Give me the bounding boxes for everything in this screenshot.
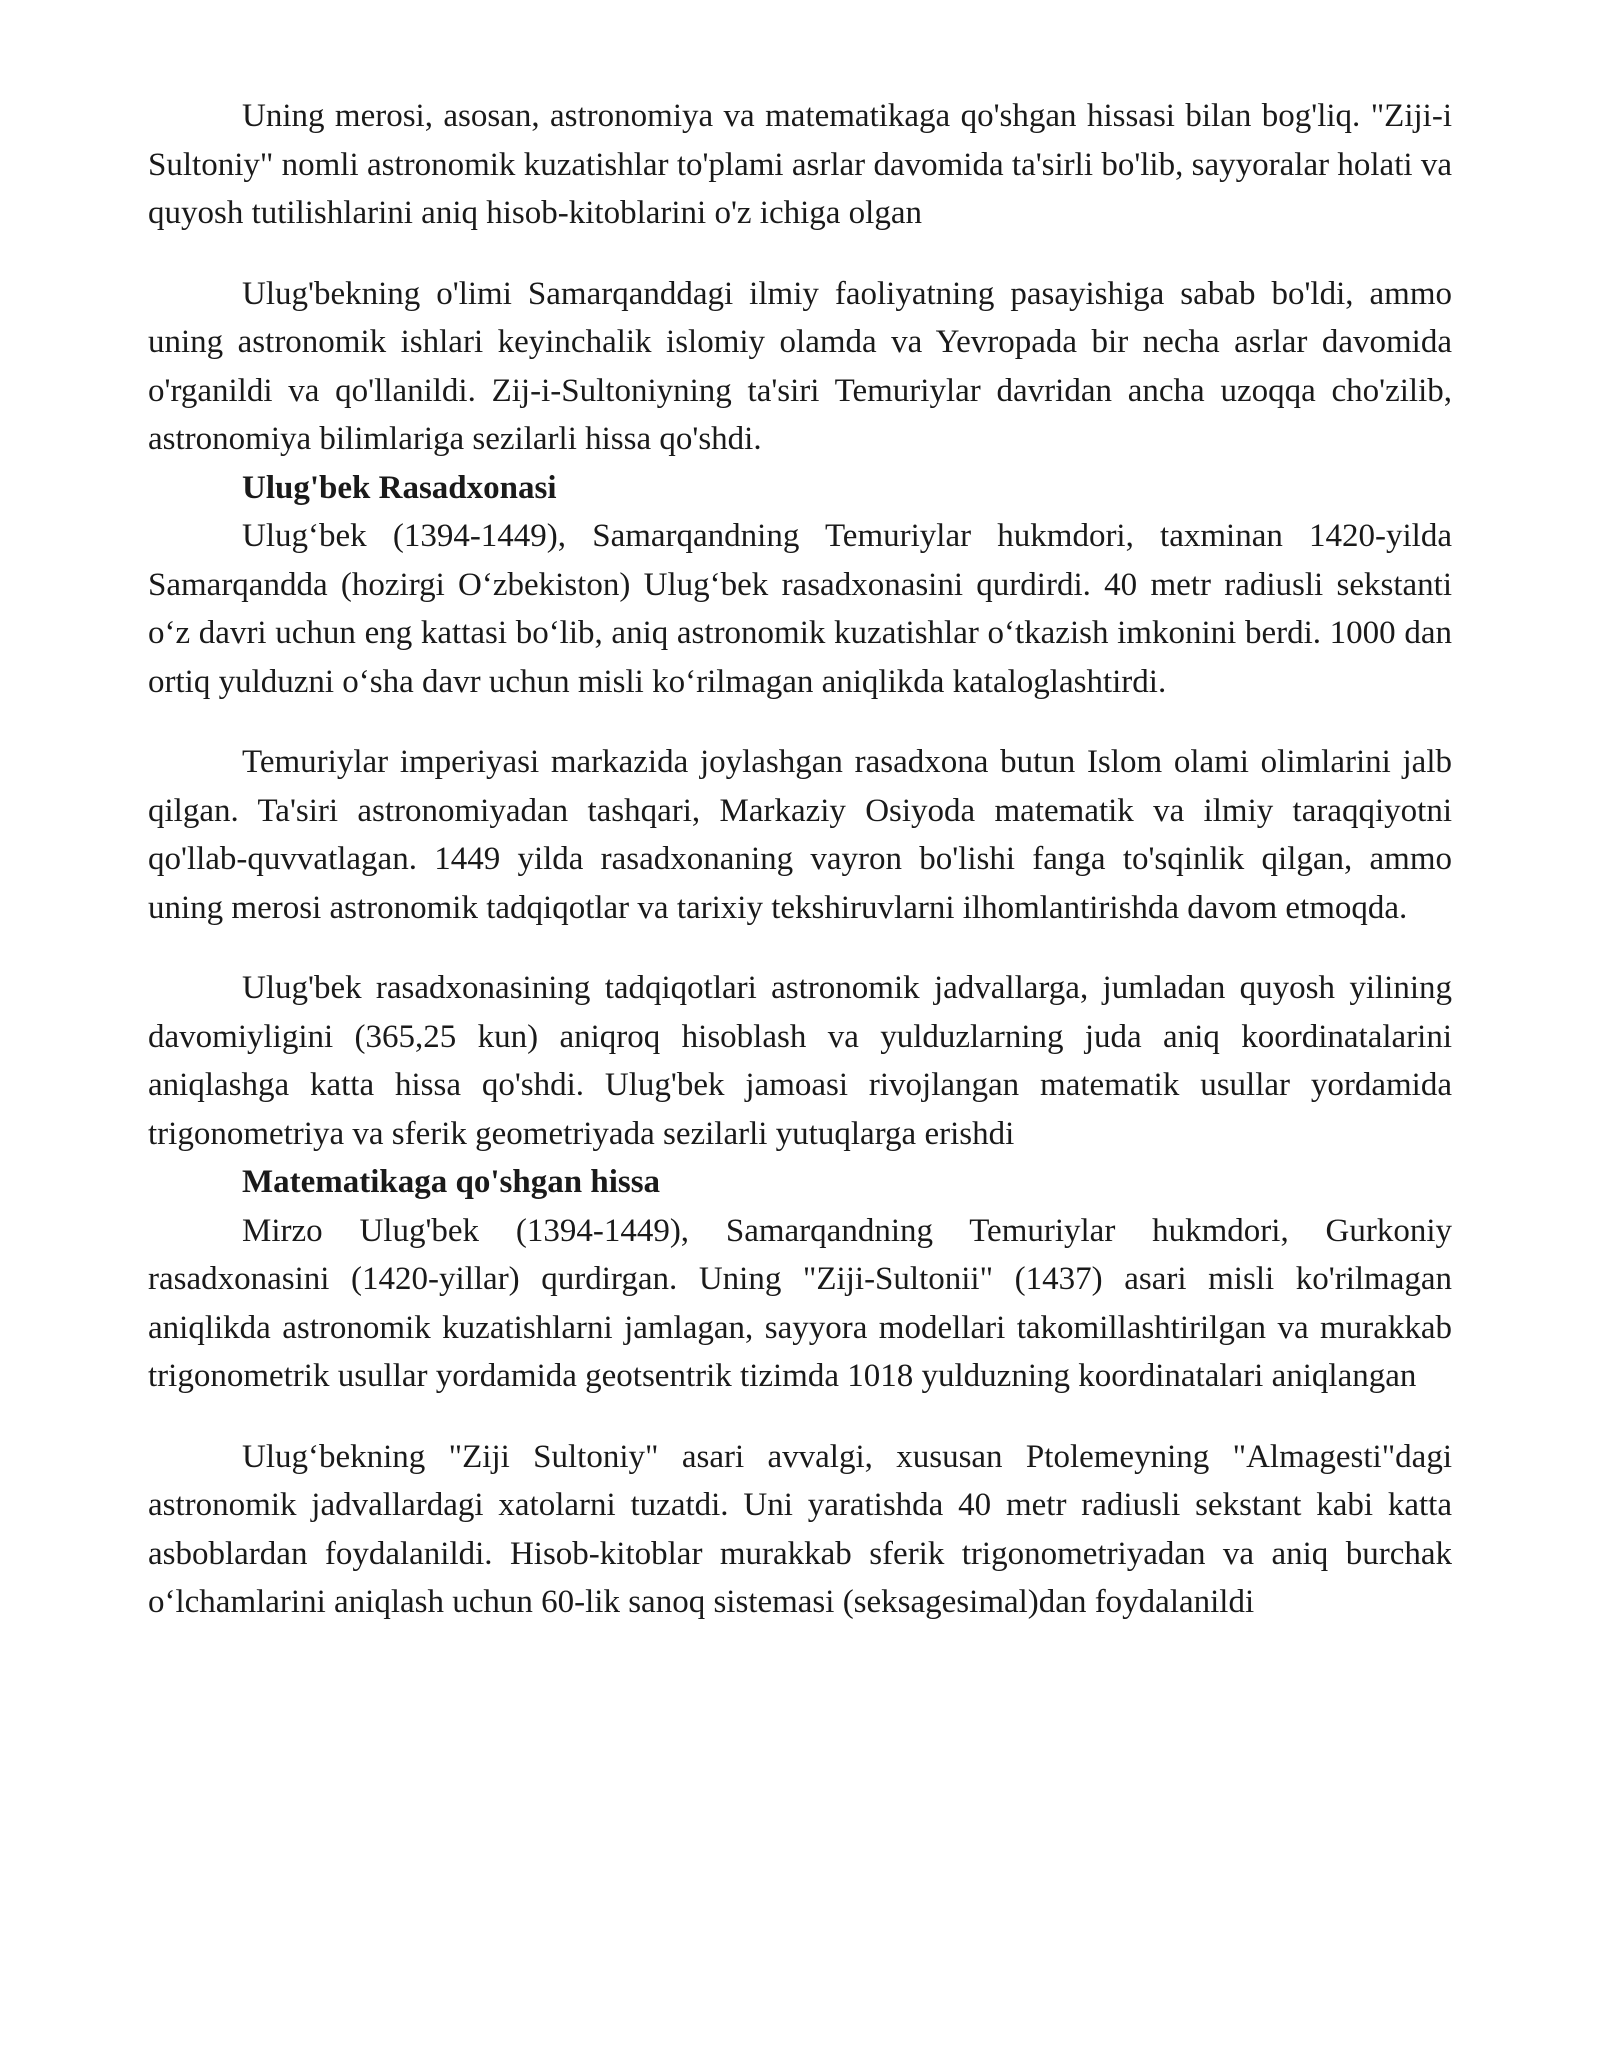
section-heading-observatory: Ulug'bek Rasadxonasi <box>242 469 557 506</box>
paragraph-observatory-empire: Temuriylar imperiyasi markazida joylashgan rasadxona butun Islom olami olimlarini jalb qilgan. Ta'siri astronomiyadan tashqari, Markaziy Osiyoda matematik va ilmiy taraqqiyotni qo'llab-quvvatlagan. 1449 yilda rasadxonaning vayron bo'lishi fanga to'sqinlik qilgan, ammo uning merosi astronomik tadqiqotlar va tarixiy tekshiruvlarni ilhomlantirishda davom etmoqda. <box>148 744 1452 926</box>
paragraph-legacy: Uning merosi, asosan, astronomiya va matematikaga qo'shgan hissasi bilan bog'liq. "Ziji-i Sultoniy" nomli astronomik kuzatishlar to'plami asrlar davomida ta'sirli bo'lib, sayyoralar holati va quyosh tutilishlarini aniq hisob-kitoblarini o'z ichiga olgan <box>148 98 1452 231</box>
document-page <box>148 92 1452 1627</box>
paragraph-mathematics-zij: Ulug‘bekning "Ziji Sultoniy" asari avvalgi, xususan Ptolemeyning "Almagesti"dagi astronomik jadvallardagi xatolarni tuzatdi. Uni yaratishda 40 metr radiusli sekstant kabi katta asboblardan foydalanildi. Hisob-kitoblar murakkab sferik trigonometriyadan va aniq burchak o‘lchamlarini aniqlash uchun 60-lik sanoq sistemasi (seksagesimal)dan foydalanildi <box>148 1438 1452 1620</box>
paragraph-mathematics-intro: Mirzo Ulug'bek (1394-1449), Samarqandning Temuriylar hukmdori, Gurkoniy rasadxonasini (1420-yillar) qurdirgan. Uning "Ziji-Sultonii" (1437) asari misli ko'rilmagan aniqlikda astronomik kuzatishlarni jamlagan, sayyora modellari takomillashtirilgan va murakkab trigonometrik usullar yordamida geotsentrik tizimda 1018 yulduzning koordinatalari aniqlangan <box>148 1212 1452 1394</box>
paragraph-influence: Ulug'bekning o'limi Samarqanddagi ilmiy faoliyatning pasayishiga sabab bo'ldi, ammo uning astronomik ishlari keyinchalik islomiy olamda va Yevropada bir necha asrlar davomida o'rganildi va qo'llanildi. Zij-i-Sultoniyning ta'siri Temuriylar davridan ancha uzoqqa cho'zilib, astronomiya bilimlariga sezilarli hissa qo'shdi. <box>148 275 1452 457</box>
paragraph-observatory-research: Ulug'bek rasadxonasining tadqiqotlari astronomik jadvallarga, jumladan quyosh yilining davomiyligini (365,25 kun) aniqroq hisoblash va yulduzlarning juda aniq koordinatalarini aniqlashga katta hissa qo'shdi. Ulug'bek jamoasi rivojlangan matematik usullar yordamida trigonometriya va sferik geometriyada sezilarli yutuqlarga erishdi <box>148 970 1452 1152</box>
section-heading-mathematics: Matematikaga qo'shgan hissa <box>242 1164 661 1200</box>
paragraph-observatory-intro: Ulug‘bek (1394-1449), Samarqandning Temuriylar hukmdori, taxminan 1420-yilda Samarqandda (hozirgi O‘zbekiston) Ulug‘bek rasadxonasini qurdirdi. 40 metr radiusli sekstanti o‘z davri uchun eng kattasi bo‘lib, aniq astronomik kuzatishlar o‘tkazish imkonini berdi. 1000 dan ortiq yulduzni o‘sha davr uchun misli ko‘rilmagan aniqlikda kataloglashtirdi. <box>148 518 1452 700</box>
